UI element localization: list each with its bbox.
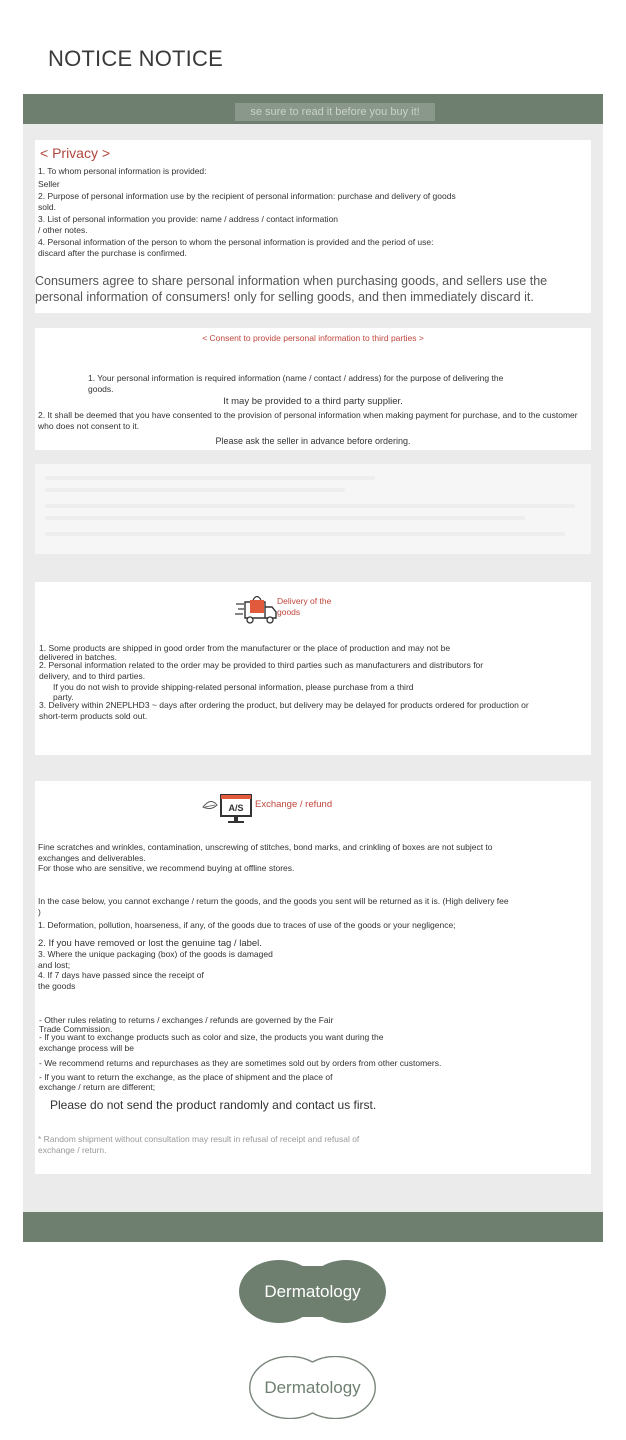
panel-footer — [23, 1212, 603, 1242]
delivery-items — [39, 643, 587, 721]
exchange-text: ) — [38, 906, 41, 917]
exchange-case: 4. If 7 days have passed since the receipt of — [38, 970, 204, 980]
exchange-rule: - If you want to return the exchange, as the place of shipment and the place of — [39, 1071, 333, 1082]
privacy-item: 2. Purpose of personal information use by the recipient of personal information: purchase and delivery of goods sold. — [38, 191, 456, 212]
exchange-rules — [39, 1015, 587, 1093]
as-icon-text: A/S — [228, 803, 244, 813]
as-monitor-icon — [201, 793, 255, 825]
consent-item-1-note: It may be provided to a third party supplier. — [223, 396, 403, 407]
exchange-case: and lost; — [38, 959, 71, 970]
privacy-card — [35, 140, 591, 313]
consent-title: < Consent to provide personal information to third parties > — [202, 333, 424, 343]
panel-header — [23, 94, 603, 124]
exchange-rule: exchange / return are different; — [39, 1082, 156, 1092]
exchange-text: For those who are sensitive, we recommend buying at offline stores. — [38, 863, 295, 873]
consent-item-1: 1. Your personal information is required information (name / contact / address) for the purpose of delivering the goods. — [88, 373, 504, 394]
exchange-case: 1. Deformation, pollution, hoarseness, if any, of the goods due to traces of use of the goods or your negligence; — [38, 920, 456, 930]
dermatology-button-filled[interactable] — [239, 1260, 386, 1323]
notice-panel — [23, 94, 603, 1242]
privacy-item: 1. To whom personal information is provided: — [38, 166, 207, 176]
delivery-card — [35, 582, 591, 755]
delivery-item: delivered in batches. — [39, 651, 117, 662]
blurred-text-block — [35, 464, 591, 554]
exchange-case: 2. If you have removed or lost the genuine tag / label. — [38, 937, 262, 949]
exchange-cases — [38, 896, 586, 991]
exchange-rule: - We recommend returns and repurchases as they are sometimes sold out by orders from other customers. — [39, 1058, 442, 1068]
exchange-case: the goods — [38, 980, 76, 991]
privacy-title: < Privacy > — [40, 145, 111, 161]
delivery-item: short-term products sold out. — [39, 710, 148, 721]
footnote-line: exchange / return. — [38, 1144, 107, 1155]
delivery-item: 1. Some products are shipped in good order from the manufacturer or the place of production and may not be — [39, 643, 451, 653]
delivery-item: party. — [53, 691, 74, 702]
exchange-rule: exchange process will be — [39, 1042, 134, 1053]
consent-card — [35, 328, 591, 450]
consent-item-2: 2. It shall be deemed that you have consented to the provision of personal information when making payment for purchase, and to the customer who does not consent to it. — [38, 410, 578, 431]
delivery-item: 2. Personal information related to the order may be provided to third parties such as manufacturers and distributors for — [39, 660, 484, 670]
consumer-notice: Consumers agree to share personal information when purchasing goods, and sellers use the personal information of consumers! only for selling goods, and then immediately discard it. — [35, 274, 548, 304]
privacy-item: Seller — [38, 178, 60, 189]
delivery-item: If you do not wish to provide shipping-related personal information, please purchase from a third — [53, 682, 414, 692]
dermatology-button-filled-label: Dermatology — [264, 1282, 361, 1301]
exchange-case: 3. Where the unique packaging (box) of the goods is damaged — [38, 949, 273, 959]
delivery-label-line: goods — [277, 607, 301, 617]
privacy-item: / other notes. — [38, 224, 88, 235]
consent-item-2-note: Please ask the seller in advance before ordering. — [215, 436, 411, 446]
exchange-text: Fine scratches and wrinkles, contamination, unscrewing of stitches, bond marks, and crinkling of boxes are not subject to — [38, 842, 493, 852]
delivery-item: delivery, and to third parties. — [39, 670, 146, 681]
footnote-line: * Random shipment without consultation may result in refusal of receipt and refusal of — [38, 1134, 360, 1144]
panel-subtitle: se sure to read it before you buy it! — [235, 103, 435, 121]
exchange-intro — [38, 842, 586, 874]
privacy-list — [38, 166, 458, 260]
delivery-label — [277, 596, 347, 618]
delivery-label-line: Delivery of the — [277, 596, 332, 606]
privacy-item: 3. List of personal information you provide: name / address / contact information — [38, 214, 339, 224]
privacy-item: 4. Personal information of the person to whom the personal information is provided and the period of use: discard after the purchase is confirmed. — [38, 237, 434, 258]
delivery-item: 3. Delivery within 2NEPLHD3 ~ days after ordering the product, but delivery may be delayed for products ordered for production or — [39, 700, 529, 710]
dermatology-button-outline-label: Dermatology — [264, 1378, 361, 1397]
exchange-text: exchanges and deliverables. — [38, 852, 146, 863]
exchange-warning: Please do not send the product randomly and contact us first. — [50, 1098, 377, 1112]
exchange-label: Exchange / refund — [255, 799, 333, 810]
exchange-rule: - If you want to exchange products such as color and size, the products you want during the — [39, 1032, 384, 1042]
dermatology-button-outline[interactable] — [239, 1356, 386, 1419]
exchange-rule: Trade Commission. — [39, 1023, 113, 1034]
page-title: NOTICE NOTICE — [48, 46, 223, 71]
exchange-rule: - Other rules relating to returns / exchanges / refunds are governed by the Fair — [39, 1015, 334, 1025]
delivery-truck-icon — [235, 592, 281, 624]
exchange-card — [35, 781, 591, 1174]
exchange-footnote — [38, 1134, 458, 1155]
exchange-text: In the case below, you cannot exchange / return the goods, and the goods you sent will be returned as it is. (High delivery fee — [38, 896, 509, 906]
